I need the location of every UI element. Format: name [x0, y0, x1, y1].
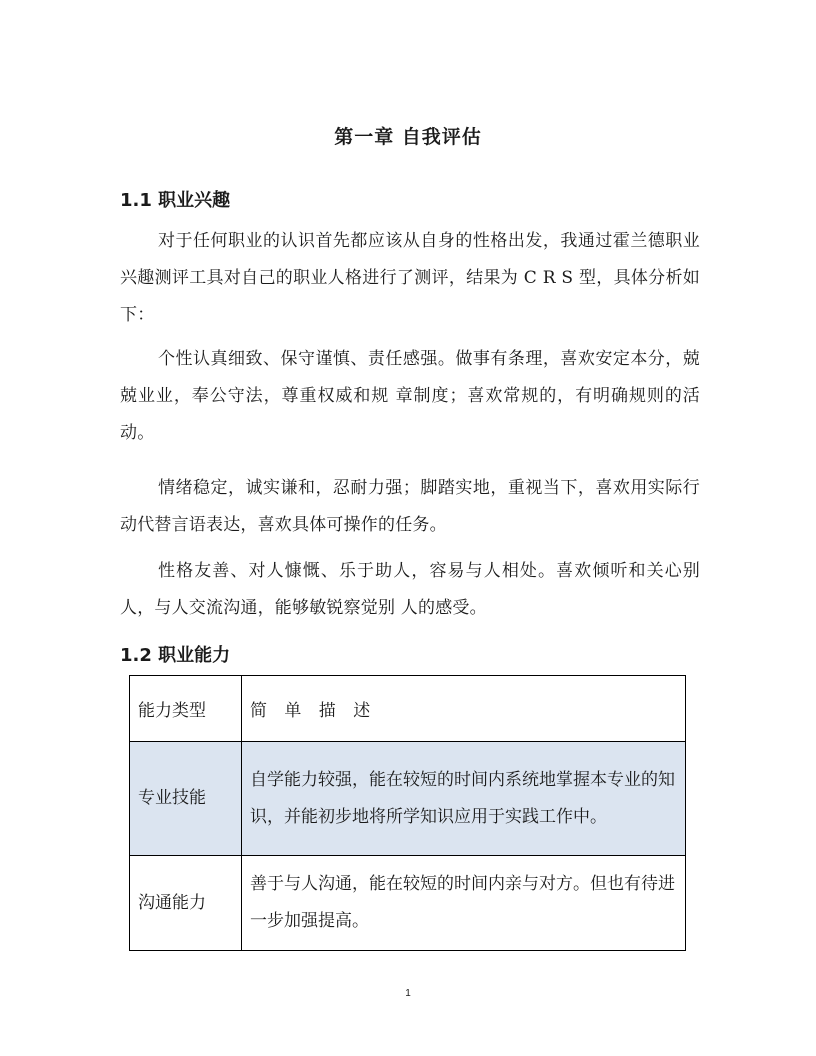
table-header-row [130, 676, 686, 742]
paragraph-personality: 个性认真细致、保守谨慎、责任感强。做事有条理，喜欢安定本分，兢兢业业，奉公守法，尊重权威和规 章制度；喜欢常规的，有明确规则的活动。 [120, 349, 700, 443]
abilities-table [129, 675, 686, 951]
paragraph-social: 性格友善、对人慷慨、乐于助人，容易与人相处。喜欢倾听和关心别人，与人交流沟通，能够敏锐察觉别 人的感受。 [120, 561, 700, 618]
chapter-title: 第一章 自我评估 [334, 126, 482, 148]
table-row [130, 856, 686, 951]
table-row [130, 742, 686, 856]
page-number: 1 [405, 988, 411, 999]
paragraph-emotion: 情绪稳定，诚实谦和，忍耐力强；脚踏实地，重视当下，喜欢用实际行动代替言语表达，喜欢具体可操作的任务。 [120, 478, 700, 535]
section-heading-interests: 1.1 职业兴趣 [120, 190, 231, 211]
ability-type-cell: 专业技能 [130, 742, 242, 856]
header-description: 简 单 描 述 [242, 676, 686, 742]
paragraph-intro: 对于任何职业的认识首先都应该从自身的性格出发，我通过霍兰德职业兴趣测评工具对自己的职业人格进行了测评，结果为 C R S 型，具体分析如下： [120, 231, 700, 325]
section-heading-abilities: 1.2 职业能力 [120, 645, 231, 666]
header-ability-type: 能力类型 [130, 676, 242, 742]
ability-type-cell: 沟通能力 [130, 856, 242, 951]
ability-description-cell: 善于与人沟通，能在较短的时间内亲与对方。但也有待进一步加强提高。 [242, 856, 686, 951]
ability-description-cell: 自学能力较强，能在较短的时间内系统地掌握本专业的知识，并能初步地将所学知识应用于实践工作中。 [242, 742, 686, 856]
